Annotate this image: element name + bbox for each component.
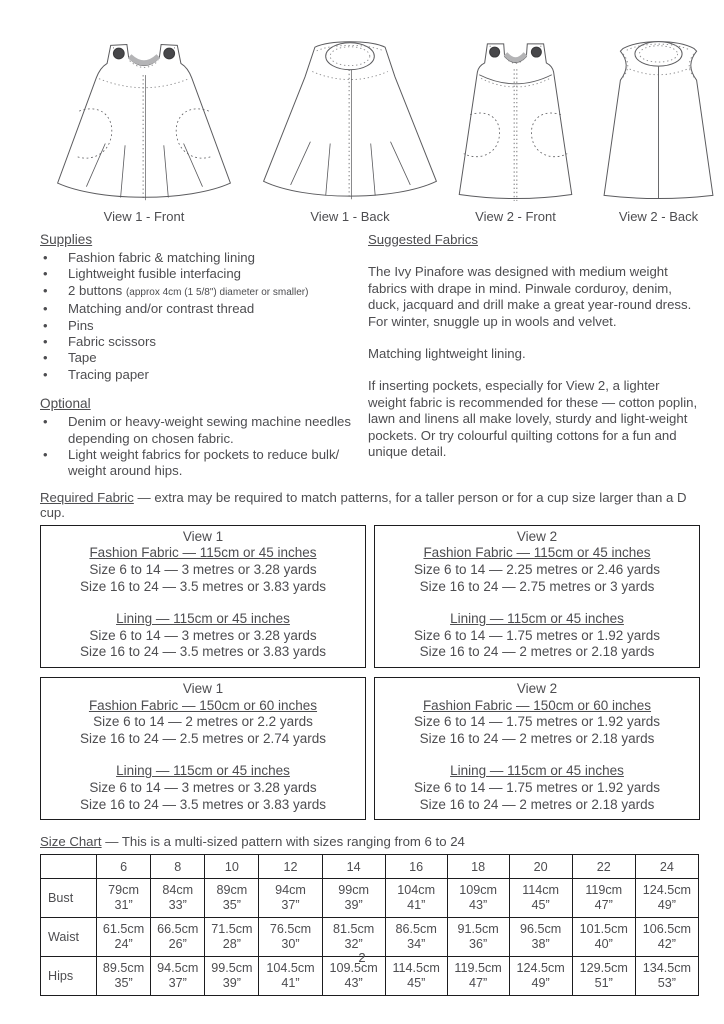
inch-value: 49” (531, 976, 550, 991)
yardage-line: Size 16 to 24 — 3.5 metres or 3.83 yards (79, 796, 327, 812)
yardage-line: Size 16 to 24 — 3.5 metres or 3.83 yards (79, 578, 327, 594)
inch-value: 41” (281, 976, 300, 991)
required-fabric-box-view1-150 (40, 677, 366, 820)
view1-back-dress-illustration (260, 38, 440, 204)
fashion-fabric-heading: Fashion Fabric — 150cm or 60 inches (88, 697, 318, 713)
size-header: 14 (322, 855, 385, 879)
size-header: 22 (572, 855, 635, 879)
measure-cell (447, 879, 509, 918)
corner-cell (41, 855, 97, 879)
cm-value: 61.5cm (102, 921, 145, 936)
inch-value: 35” (114, 976, 133, 991)
cm-value: 114.5cm (392, 960, 440, 975)
inch-value: 45” (407, 976, 426, 991)
supplies-item-text: Fashion fabric & matching lining (68, 250, 255, 265)
cm-value: 119cm (585, 882, 623, 897)
measure-cell (635, 879, 698, 918)
supplies-item (40, 350, 366, 366)
view2-back-dress-illustration (595, 38, 722, 204)
size-header: 16 (385, 855, 447, 879)
supplies-item-text: Tape (68, 350, 97, 366)
view2-back-label: View 2 - Back (618, 209, 699, 224)
cm-value: 101.5cm (579, 921, 628, 936)
view2-back-figure (595, 38, 722, 224)
suggested-fabrics-paragraph: The Ivy Pinafore was designed with medium weight fabrics with drape in mind. Pinwale corduroy, denim, duck, jacquard and drill make a great year-round dress. For winter, snuggle up in wools and velvet. (368, 264, 692, 329)
size-header-row (41, 855, 699, 879)
required-fabric-subtitle: — extra may be required to match patterns, for a taller person or for a cup size larger than a D cup. (40, 489, 687, 520)
cm-value: 114cm (522, 882, 560, 897)
inch-value: 40” (594, 937, 613, 952)
supplies-item-text: Lightweight fusible interfacing (68, 266, 242, 282)
supplies-item (40, 367, 366, 383)
yardage-line: Size 16 to 24 — 2 metres or 2.18 yards (419, 644, 655, 660)
supplies-item (40, 266, 366, 282)
cm-value: 99cm (338, 882, 370, 897)
cm-value: 71.5cm (211, 921, 253, 936)
inch-value: 26” (168, 937, 187, 952)
optional-item-text: Denim or heavy-weight sewing machine needles depending on chosen fabric. (68, 414, 351, 446)
supplies-column (40, 232, 366, 480)
supplies-item-text: Matching and/or contrast thread (68, 301, 255, 317)
inch-value: 39” (222, 976, 241, 991)
optional-item-text: Light weight fabrics for pockets to reduce bulk/ weight around hips. (68, 447, 340, 479)
inch-value: 28” (222, 937, 241, 952)
yardage-line: Size 6 to 14 — 1.75 metres or 1.92 yards (413, 780, 661, 795)
view2-front-dress-illustration (452, 38, 579, 204)
supplies-item (40, 301, 366, 317)
size-header: 10 (205, 855, 259, 879)
supplies-item (40, 334, 366, 350)
supplies-title: Supplies (40, 232, 93, 247)
cm-value: 89.5cm (102, 960, 145, 975)
size-chart-title: Size Chart (40, 834, 102, 850)
required-fabric-title: Required Fabric (40, 489, 134, 505)
inch-value: 41” (407, 898, 426, 913)
inch-value: 35” (222, 898, 241, 913)
inch-value: 43” (344, 976, 363, 991)
cm-value: 124.5cm (642, 882, 692, 897)
spacer (43, 595, 363, 611)
row-label: Bust (41, 879, 97, 918)
optional-item (40, 447, 366, 480)
inch-value: 38” (531, 937, 550, 952)
size-header: 18 (447, 855, 509, 879)
inch-value: 47” (469, 976, 488, 991)
cm-value: 94cm (275, 882, 306, 897)
inch-value: 33” (168, 898, 187, 913)
supplies-item-text: 2 buttons (68, 282, 123, 298)
cm-value: 96.5cm (519, 921, 562, 936)
box-view-title: View 2 (516, 681, 558, 697)
cm-value: 109cm (459, 882, 497, 897)
measure-cell (509, 879, 572, 918)
view1-back-figure (260, 38, 440, 224)
cm-value: 79cm (108, 882, 139, 897)
yardage-line: Size 6 to 14 — 3 metres or 3.28 yards (89, 780, 317, 795)
box-view-title: View 2 (516, 528, 558, 544)
row-label: Hips (41, 957, 97, 996)
yardage-line: Size 6 to 14 — 1.75 metres or 1.92 yards (413, 714, 661, 730)
yardage-line: Size 6 to 14 — 2.25 metres or 2.46 yards (413, 562, 661, 578)
optional-title: Optional (40, 396, 91, 412)
lining-heading: Lining — 115cm or 45 inches (450, 611, 624, 627)
box-view-title: View 1 (182, 681, 224, 697)
cm-value: 104cm (397, 882, 436, 897)
buttons-size-note: (approx 4cm (1 5/8") diameter or smaller) (125, 286, 309, 298)
lining-heading: Lining — 115cm or 45 inches (116, 763, 290, 779)
inch-value: 47” (594, 898, 613, 913)
size-header: 24 (635, 855, 698, 879)
supplies-item (40, 318, 366, 334)
fashion-fabric-heading: Fashion Fabric — 115cm or 45 inches (423, 545, 651, 561)
inch-value: 30” (281, 937, 300, 952)
yardage-line: Size 16 to 24 — 2 metres or 2.18 yards (419, 796, 655, 812)
cm-value: 84cm (162, 882, 194, 897)
dress-illustrations-row (50, 38, 700, 224)
page-number: 2 (358, 950, 366, 965)
fashion-fabric-heading: Fashion Fabric — 150cm or 60 inches (422, 697, 652, 713)
size-header: 20 (509, 855, 572, 879)
inch-value: 53” (657, 976, 676, 991)
inch-value: 37” (168, 976, 187, 991)
cm-value: 66.5cm (157, 921, 199, 936)
view1-front-dress-illustration (54, 38, 234, 204)
inch-value: 51” (594, 976, 613, 991)
two-column-text (40, 232, 700, 480)
yardage-line: Size 6 to 14 — 2 metres or 2.2 yards (93, 714, 313, 730)
supplies-item-text: Pins (68, 317, 94, 333)
cm-value: 119.5cm (454, 960, 502, 975)
yardage-line: Size 16 to 24 — 2.75 metres or 3 yards (419, 578, 655, 594)
view1-back-label: View 1 - Back (310, 209, 390, 224)
supplies-item-text: Tracing paper (68, 366, 149, 382)
optional-item (40, 414, 366, 447)
measure-cell (151, 879, 205, 918)
yardage-line: Size 6 to 14 — 3 metres or 3.28 yards (89, 562, 317, 578)
measure-cell (259, 879, 322, 918)
supplies-list (40, 250, 366, 383)
view2-front-label: View 2 - Front (475, 209, 556, 224)
view1-front-label: View 1 - Front (103, 209, 185, 224)
optional-section (40, 396, 366, 480)
lining-heading: Lining — 115cm or 45 inches (450, 763, 624, 779)
yardage-line: Size 16 to 24 — 2 metres or 2.18 yards (419, 730, 655, 746)
inch-value: 36” (469, 937, 488, 952)
cm-value: 124.5cm (516, 960, 565, 975)
inch-value: 43” (469, 898, 488, 913)
inch-value: 37” (281, 898, 300, 913)
suggested-fabrics-paragraph: Matching lightweight lining. (368, 346, 526, 362)
measure-cell (322, 879, 385, 918)
inch-value: 39” (344, 898, 363, 913)
inch-value: 31” (114, 898, 133, 913)
size-chart-subtitle: — This is a multi-sized pattern with sizes ranging from 6 to 24 (105, 834, 465, 850)
inch-value: 32” (344, 937, 363, 952)
row-label: Waist (41, 918, 97, 957)
cm-value: 104.5cm (266, 960, 315, 975)
required-fabric-section (40, 490, 700, 820)
view2-front-figure (452, 38, 579, 224)
yardage-line: Size 16 to 24 — 2.5 metres or 2.74 yards (79, 730, 327, 746)
required-fabric-box-view2-115 (374, 525, 700, 668)
size-header: 12 (259, 855, 322, 879)
inch-value: 34” (407, 937, 426, 952)
box-view-title: View 1 (182, 528, 224, 544)
cm-value: 86.5cm (395, 921, 437, 936)
required-fabric-box-view2-150 (374, 677, 700, 820)
inch-value: 42” (657, 937, 676, 952)
measure-cell (97, 879, 151, 918)
cm-value: 89cm (216, 882, 248, 897)
lining-heading: Lining — 115cm or 45 inches (116, 611, 290, 627)
spacer (377, 747, 697, 763)
inch-value: 24” (114, 937, 133, 952)
yardage-line: Size 6 to 14 — 1.75 metres or 1.92 yards (413, 627, 661, 643)
cm-value: 91.5cm (457, 921, 499, 936)
cm-value: 109.5cm (329, 960, 378, 975)
view1-front-figure (54, 38, 234, 224)
spacer (377, 595, 697, 611)
optional-list (40, 414, 366, 480)
inch-value: 49” (657, 898, 676, 913)
cm-value: 99.5cm (211, 960, 253, 975)
cm-value: 129.5cm (579, 960, 628, 975)
required-fabric-box-view1-115 (40, 525, 366, 668)
size-chart-table (40, 854, 699, 996)
cm-value: 134.5cm (642, 960, 692, 975)
supplies-item (40, 250, 366, 266)
required-fabric-heading (40, 490, 700, 520)
size-header: 8 (151, 855, 205, 879)
measure-cell (572, 879, 635, 918)
cm-value: 76.5cm (269, 921, 312, 936)
fashion-fabric-heading: Fashion Fabric — 115cm or 45 inches (89, 545, 317, 561)
yardage-line: Size 16 to 24 — 3.5 metres or 3.83 yards (79, 644, 327, 660)
suggested-fabrics-column (366, 232, 700, 480)
size-chart-section (40, 834, 700, 996)
supplies-item-text: Fabric scissors (68, 334, 156, 350)
measure-cell (385, 879, 447, 918)
cm-value: 94.5cm (157, 960, 199, 975)
yardage-line: Size 6 to 14 — 3 metres or 3.28 yards (89, 627, 317, 643)
cm-value: 106.5cm (642, 921, 692, 936)
measure-cell (205, 879, 259, 918)
size-chart-heading (40, 834, 700, 849)
supplies-item (40, 283, 366, 301)
required-fabric-grid (40, 525, 700, 820)
cm-value: 81.5cm (333, 921, 375, 936)
suggested-fabrics-paragraph: If inserting pockets, especially for View 2, a lighter weight fabric is recommended for these — cotton poplin, lawn and linens all make lovely, sturdy and light-weight pockets. Or try colourful quilting cottons for a fun and unique detail. (368, 378, 698, 460)
size-header: 6 (97, 855, 151, 879)
spacer (43, 747, 363, 763)
suggested-fabrics-title: Suggested Fabrics (368, 232, 478, 247)
inch-value: 45” (531, 898, 550, 913)
bust-row (41, 879, 699, 918)
